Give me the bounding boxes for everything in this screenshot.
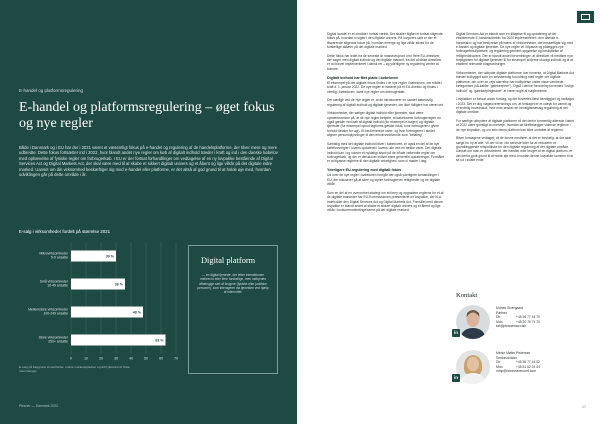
chart-value-label: 48 % bbox=[132, 310, 141, 315]
chart-tick-label: 60 bbox=[159, 356, 163, 361]
right-page bbox=[297, 0, 600, 424]
linkedin-icon[interactable]: in bbox=[454, 330, 458, 335]
chart-tick-label: 70 bbox=[174, 356, 178, 361]
contact-card bbox=[456, 305, 586, 347]
contact-card bbox=[456, 350, 586, 392]
section-heading: Yderligere EU-regulering med digitalt fokus bbox=[327, 168, 402, 172]
text-column-1 bbox=[327, 32, 445, 217]
page-footer: Plesner — Danmark 2022 bbox=[19, 404, 59, 408]
linkedin-icon[interactable]: in bbox=[454, 375, 458, 380]
chart-footnote: E-salg på baggrund af webforlas, online markedspladser og EDI (Electronic Data Interchange). bbox=[19, 365, 130, 374]
intro-paragraph: Både i Danmark og i EU har der i 2021 været et væsentligt fokus på e-handel og regulering af de handelsplatforme, der tilver mere og mere udbredte. Dette fokus fortsætter ind i 2022, hvor blandt andet nye regler om køb af digitalt indhold træder i kraft og ind i den danske købelov med ophævelse af fysiske regler om forbrugerkøb. I EU er der fortsat forhandlinger om vedtagelse af en ny lovpakke bestående af Digital Services Act og Digital Markets Act, der skal være med til at skabe et sikkert digitalt univers og et åbent og lige vilkår på det digitale indre marked. Uanset om din virksomhed beskæftiger sig med e-handel eller platforme, er det altså af god grund til at holde øje med, hvordan udviklingen går på dette område i år. bbox=[19, 145, 278, 178]
section-kicker: E-handel og platformsregulering bbox=[19, 88, 84, 93]
chart-value-label: 63 % bbox=[155, 338, 164, 343]
contact-mob: +45 51 52 24 44 bbox=[516, 364, 540, 369]
mob-label: Mob. bbox=[496, 364, 504, 369]
contact-title: Partner bbox=[496, 310, 507, 315]
contact-title: Seniorudvikler bbox=[496, 355, 517, 360]
definition-title: Digital platform bbox=[201, 256, 256, 265]
chart-value-label: 30 % bbox=[105, 254, 114, 259]
body-paragraph: Virksomheder, der sælger digitalt indhold eller tjenester, skal være opmærksomme på, at de nye regler betyder, at købelovens forbrugerregler nu også gælder ved køb af digitalt indhold (for eksempel e-bøger) og digitale tjenester (for eksempel opout fagforms gælder lokal, hvor forbrugeren i givne forhold betaler for ugt). Et fast leverede varer, og hvor forbrugeren i stedet afgiver personoplysninger til den erhvervsdrivende som "betaling". bbox=[327, 111, 441, 138]
contact-dir: +45 36 77 44 02 bbox=[516, 360, 540, 364]
chart-tick-label: 50 bbox=[144, 356, 148, 361]
body-paragraph: Digital Services Act er blandt som en tilføjelse til og opdatering af det eksisterende E-handelsdirektiv fra 2000 implementeret i den danske e-handelslov og har bestyrelse på tværs af virksomheder, der beskæftiger sig med e-handel og digitale tjenester. De nye regler vil i tilpasse og pålægges nye forbrugerbeskyttelses, og regulering gennem opgørelse og beskyttelse af rettighedshavere. Der er blandt andet forventninger, at direktivet vil medføre nye forpligtelser for digitale tjenester til for eksempel at fjerne ulovligt indhold og til at etablere relevante klageordninger. bbox=[456, 32, 574, 67]
logo-icon bbox=[577, 11, 594, 23]
chart-tick-label: 30 bbox=[114, 356, 118, 361]
chart-title: E-salg i virksomheder fordelt på størrelse 2021 bbox=[19, 229, 111, 234]
contact-mob: +45 20 76 74 70 bbox=[516, 319, 540, 324]
mob-label: Mob. bbox=[496, 319, 504, 324]
contact-heading: Kontakt bbox=[456, 292, 478, 299]
contact-info bbox=[496, 351, 586, 374]
chart-bar bbox=[71, 335, 166, 346]
definition-text: — en digital tjeneste, der letter interaktionen mellem to eller flere forskellige, men indbyrdes afhængige sæt af brugere (fysiske eller juridiske personer), som interagerer via tjenesten ved hjælp af internettet. bbox=[197, 273, 269, 295]
contact-name: Merke Møller Pedersen bbox=[496, 351, 531, 355]
body-paragraph: Ud over de nye regler i købeloven foregår der også yderligere forhandlinger i EU, der fokuserer på at sikre og styrke forbrugernes rettigheder og de digitale vilkår. bbox=[327, 173, 441, 187]
chart-category-label: Store virksomheder 250+ ansatte bbox=[38, 335, 68, 344]
body-paragraph: Det særlige ved de nye regler er, at de introducerer en samlet købelovlig regulering af digitalt indhold og digitale tjenester, der ikke tidligere har været set. bbox=[327, 98, 444, 107]
chart-tick-label: 0 bbox=[70, 356, 72, 361]
body-paragraph: Samtidig med det digitale indhold bliver i købeloven, er også en del af de nye købelovsregler i lovens opdateret i lovens ude ved en række varer. Det digitale indhold kan i og udover et hyldeligt afsnit på de lokale velkendte regler om forbrugerkøb, og der er derudover indført mere generelle opdateringer. Formålet er at tilpasse reglerne til den digitale virkelighed, som vi møder i dag. bbox=[327, 141, 444, 164]
chart-tick-label: 10 bbox=[84, 356, 88, 361]
e-sales-bar-chart bbox=[19, 238, 179, 366]
contact-dir: +45 36 77 44 70 bbox=[516, 315, 540, 319]
contact-info bbox=[496, 306, 586, 329]
body-paragraph: Bliver forslagene vedtaget, vil de kunne medføre, at det er forskelig, at der skal sørge for ny af alle. Vil der vil se i de seneste tider for at reducerer et grundlæggende retspolitiske for den digitale regulering af det digitale område. Uanset om man er virksomhed, der handler eller bruger af en digital platform, er det derfor godt grund til at holde øje med, hvordan denne lovpakke kommer til at se ud i sidste ende. bbox=[456, 136, 574, 163]
avatar bbox=[456, 305, 490, 339]
dir-label: Dir. bbox=[496, 360, 501, 364]
page-number: 17 bbox=[582, 405, 586, 409]
avatar bbox=[456, 350, 490, 384]
body-paragraph: Digital handel er et område i fortsat vækst. Det skaber tilgået et fortsat stigende fokus på, hvordan vi sigter i den digitale univers. På lovgivers side er der et tilsvarende stigende fokus på, hvordan emerge og lige vilkår sikres for de forskellige aktører på det digitale marked. bbox=[327, 32, 443, 50]
dir-label: Dir. bbox=[496, 315, 501, 319]
text-column-2 bbox=[456, 32, 574, 167]
contact-email[interactable]: kst@plesnerlaw.com bbox=[496, 324, 527, 328]
body-paragraph: For særlige udbydere af digitale platforme vil det derfor formentlig allerede i løbet af 2022 være gunstigt at overveje, hvordan de tilrettelægger vidende reglerne i de nye lovpakke, og om selv deres platform kan blive omfattet af reglerne. bbox=[456, 119, 575, 132]
definition-panel bbox=[188, 245, 278, 374]
body-paragraph: Virksomheder, der udbyder digitale platforme, bør forvente, at Digital Markets Act træder indbygget som en selvstændig forordning med regler om digitale platforme, der over en vejs størrelse har indflydelse under visse vandrede betegnelser (så-kaldte "gatekeepere"). Også i denne forordning forventes "lovligt indhold" og "gatekeepingkravet" at være nogle af nøgleordene. bbox=[456, 71, 574, 93]
contact-name: Morten Sivergaard bbox=[496, 306, 524, 310]
body-paragraph: Dette fokus har ledet fra de seneste år massevisproct om i flere EU-direktiver, der søger med digitalt indhold og det digitale marked, fra det af disse direktiver er nu blevet implementeret i dansk ret – og yderligere ny regulering venter at komme. bbox=[327, 53, 442, 71]
chart-tick-label: 20 bbox=[99, 356, 103, 361]
chart-value-label: 36 % bbox=[114, 282, 123, 287]
chart-category-label: Mellemstore virksomheder 100-249 ansatte bbox=[28, 307, 68, 316]
body-paragraph: Et eksempel på det digitale fokus findes i de nye regler i købeloven, der trådte i kraft d. 1. januar 2022. De nye regler er baseret på et EU-direktiv og findes i nemlig i købeloven, samt nye regler om forbrugerkøb. bbox=[327, 80, 443, 94]
page-title: E-handel og platformsregulering – øget fokus og nye regler bbox=[19, 100, 275, 131]
section-heading: Digitalt indhold har fået plads i købeloven bbox=[327, 75, 399, 80]
chart-category-label: Mikrovirksomheder 5-9 ansatte bbox=[39, 251, 68, 260]
chart-tick-label: 40 bbox=[129, 356, 133, 361]
left-page bbox=[0, 0, 297, 424]
chart-category-label: Små virksomheder 10-49 ansatte bbox=[39, 279, 68, 288]
body-paragraph: Lovpakken er fortsat under forslag, og det forventes først færdiggjort og vedtaget i 2023. Det er dog nøgleoverensnings om, at forslaget er et udtryk for vaerdi og et endelig hovedskud, hvor man ønsker en hensigtsmæssig regulering af det digitale område. bbox=[456, 97, 574, 115]
contact-email[interactable]: mmp@horesnerecourt.com bbox=[496, 369, 536, 373]
body-paragraph: Som en del af en overordnet strategi om at forny og opgradere reglerne for et af de digitale markeder har EU-Kommissionen præsenteret en lovpakke, der bl.a. indeholder den Digital Services Act og Digital Markets Act. Formålet med denne lovpakke er blandt andet at skabe et sikkert digitalt univers og et åbent og lige vilkår i konkurrencebetingelserne på det digitale marked. bbox=[327, 190, 444, 213]
